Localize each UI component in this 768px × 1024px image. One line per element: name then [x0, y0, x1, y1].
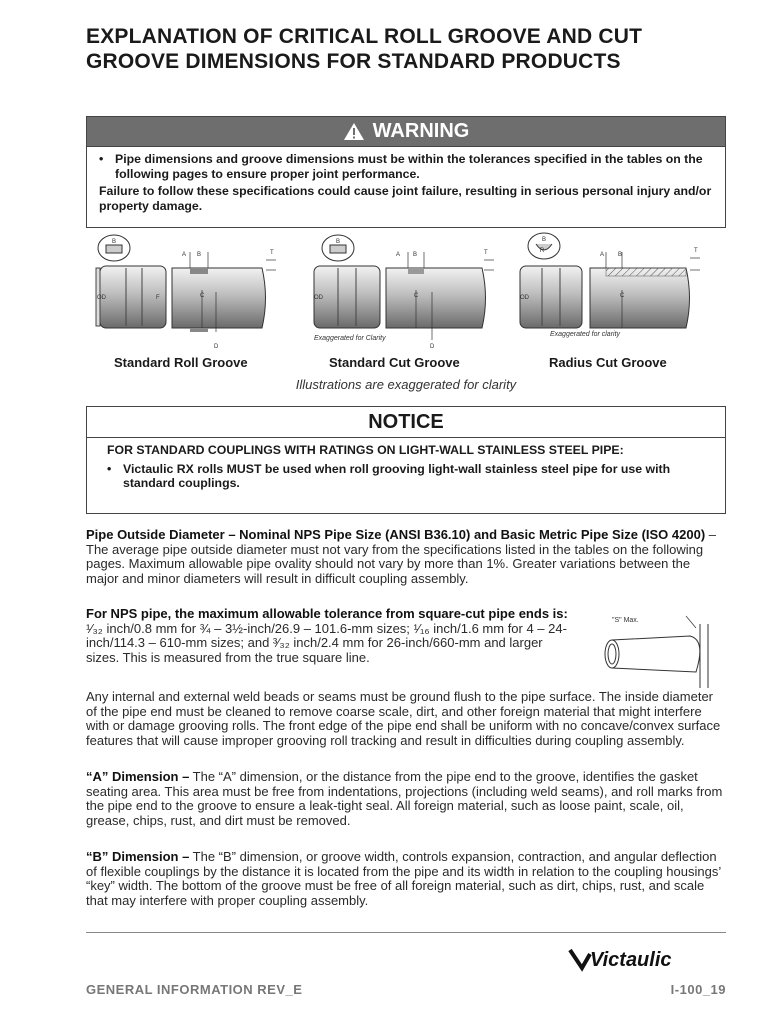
label-c-2: C — [414, 293, 419, 299]
warning-text: Failure to follow these specifications could cause joint failure, resulting in serious personal injury and/or property damage. — [99, 184, 712, 213]
paragraph-a-dimension-heading: “A” Dimension – — [86, 769, 190, 784]
label-c: C — [200, 293, 205, 299]
label-a-2: A — [396, 252, 401, 258]
label-t-2: T — [484, 250, 488, 256]
figure-label-cut-groove: Standard Cut Groove — [329, 355, 460, 370]
footer — [86, 982, 726, 997]
warning-bullet-text: Pipe dimensions and groove dimensions must be within the tolerances specified in the tables on the following pages to ensure proper joint performance. — [115, 152, 703, 181]
s-max-diagram — [598, 610, 724, 688]
page-title: EXPLANATION OF CRITICAL ROLL GROOVE AND CUT GROOVE DIMENSIONS FOR STANDARD PRODUCTS — [86, 25, 643, 73]
paragraph-square-cut-text: ¹⁄₃₂ inch/0.8 mm for ¾ – 3½-inch/26.9 – 101.6-mm sizes; ¹⁄₁₆ inch/1.6 mm for 4 – 24-inch/114.3 – 610-mm sizes; and ³⁄₃₂ inch/2.4 mm for 26-inch/660-mm and larger sizes. This is measured from the true square line. — [86, 620, 567, 666]
paragraph-square-cut-heading: For NPS pipe, the maximum allowable tolerance from square-cut pipe ends is: — [86, 606, 568, 621]
figure-radius-cut-groove — [520, 233, 700, 338]
label-a-3: A — [600, 252, 605, 258]
warning-header — [87, 117, 725, 147]
notice-lead: FOR STANDARD COUPLINGS WITH RATINGS ON LIGHT-WALL STAINLESS STEEL PIPE: — [107, 443, 624, 457]
figure-label-radius-groove: Radius Cut Groove — [549, 355, 667, 370]
figure-standard-cut-groove — [314, 235, 494, 350]
label-t-3: T — [694, 248, 698, 254]
notice-bullet: • Victaulic RX rolls MUST be used when roll grooving light-wall stainless steel pipe for use with standard couplings. — [107, 462, 713, 491]
label-c-3: C — [620, 293, 625, 299]
footer-page-code: I-100_19 — [670, 982, 726, 997]
notice-box — [86, 406, 726, 514]
label-b-detail-2: B — [335, 239, 341, 245]
paragraph-pipe-od — [86, 528, 726, 587]
figure-caption: Illustrations are exaggerated for clarity — [295, 377, 517, 392]
notice-heading: NOTICE — [87, 407, 725, 438]
paragraph-b-dimension-heading: “B” Dimension – — [86, 849, 190, 864]
label-t: T — [270, 250, 274, 256]
label-b: B — [197, 252, 202, 258]
label-a: A — [182, 252, 187, 258]
paragraph-a-dimension-text: The “A” dimension, or the distance from the pipe end to the groove, identifies the gasket seating area. This area must be free from indentations, projections (including weld seams), and roll marks from the pipe end to the groove to ensure a leak-tight seal. All foreign material, such as loose paint, scale, oil, grease, chips, rust, and dirt must be removed. — [86, 769, 723, 829]
label-b-detail-3: B — [541, 237, 547, 243]
notice-bullet-text: Victaulic RX rolls MUST be used when roll grooving light-wall stainless steel pipe for use with standard couplings. — [123, 461, 671, 490]
footer-divider — [86, 932, 726, 933]
groove-illustrations — [86, 232, 726, 372]
exaggerated-note-1: Exaggerated for Clarity — [314, 335, 386, 342]
label-d-2: D — [430, 344, 435, 350]
label-r: R — [539, 248, 545, 254]
label-f: F — [156, 295, 160, 301]
label-b-2: B — [413, 252, 418, 258]
label-d: D — [214, 344, 219, 350]
warning-box — [86, 116, 726, 228]
label-od-2: OD — [314, 295, 323, 301]
paragraph-pipe-od-heading: Pipe Outside Diameter – Nominal NPS Pipe Size (ANSI B36.10) and Basic Metric Pipe Size (ISO 4200) — [86, 527, 706, 542]
footer-left: GENERAL INFORMATION REV_E — [86, 982, 303, 997]
paragraph-a-dimension — [86, 770, 726, 829]
logo-text: Victaulic — [590, 949, 672, 971]
paragraph-b-dimension-text: The “B” dimension, or groove width, controls expansion, contraction, and angular deflection of flexible couplings by the distance it is located from the pipe and its width in relation to the coupling housings’ “key” width. The bottom of the groove must be free of all foreign material, such as dirt, chips, rust, and scale that may interfere with proper coupling assembly. — [86, 849, 721, 909]
warning-triangle-icon — [343, 122, 365, 141]
exaggerated-note-2: Exaggerated for clarity — [550, 331, 621, 338]
figure-label-roll-groove: Standard Roll Groove — [114, 355, 248, 370]
figure-standard-roll-groove — [96, 235, 276, 350]
warning-heading: WARNING — [372, 120, 470, 142]
paragraph-b-dimension — [86, 850, 726, 909]
victaulic-logo — [568, 942, 728, 972]
paragraph-pipe-od-text: – The average pipe outside diameter must not vary from the specifications listed in the tables on the following pages. Maximum allowable pipe ovality should not vary by more than 1%. Greater variations between the major and minor diameters will result in difficult coupling assembly. — [86, 527, 716, 587]
warning-bullet: • Pipe dimensions and groove dimensions must be within the tolerances specified in the tables on the following pages to ensure proper joint performance. — [99, 152, 713, 181]
label-od-3: OD — [520, 295, 529, 301]
s-max-label: "S" Max. — [612, 617, 639, 624]
label-od: OD — [97, 295, 106, 301]
label-b-detail: B — [111, 239, 117, 245]
paragraph-square-cut — [86, 607, 568, 666]
label-b-3: B — [618, 252, 623, 258]
paragraph-weld-beads: Any internal and external weld beads or seams must be ground flush to the pipe surface. The inside diameter of the pipe end must be cleaned to remove coarse scale, dirt, and other foreign material that might interfere with or damage grooving rolls. The front edge of the pipe end shall be uniform with no concave/convex surface features that will cause improper grooving roll tracking and result in difficulties during coupling assembly. — [86, 689, 721, 749]
